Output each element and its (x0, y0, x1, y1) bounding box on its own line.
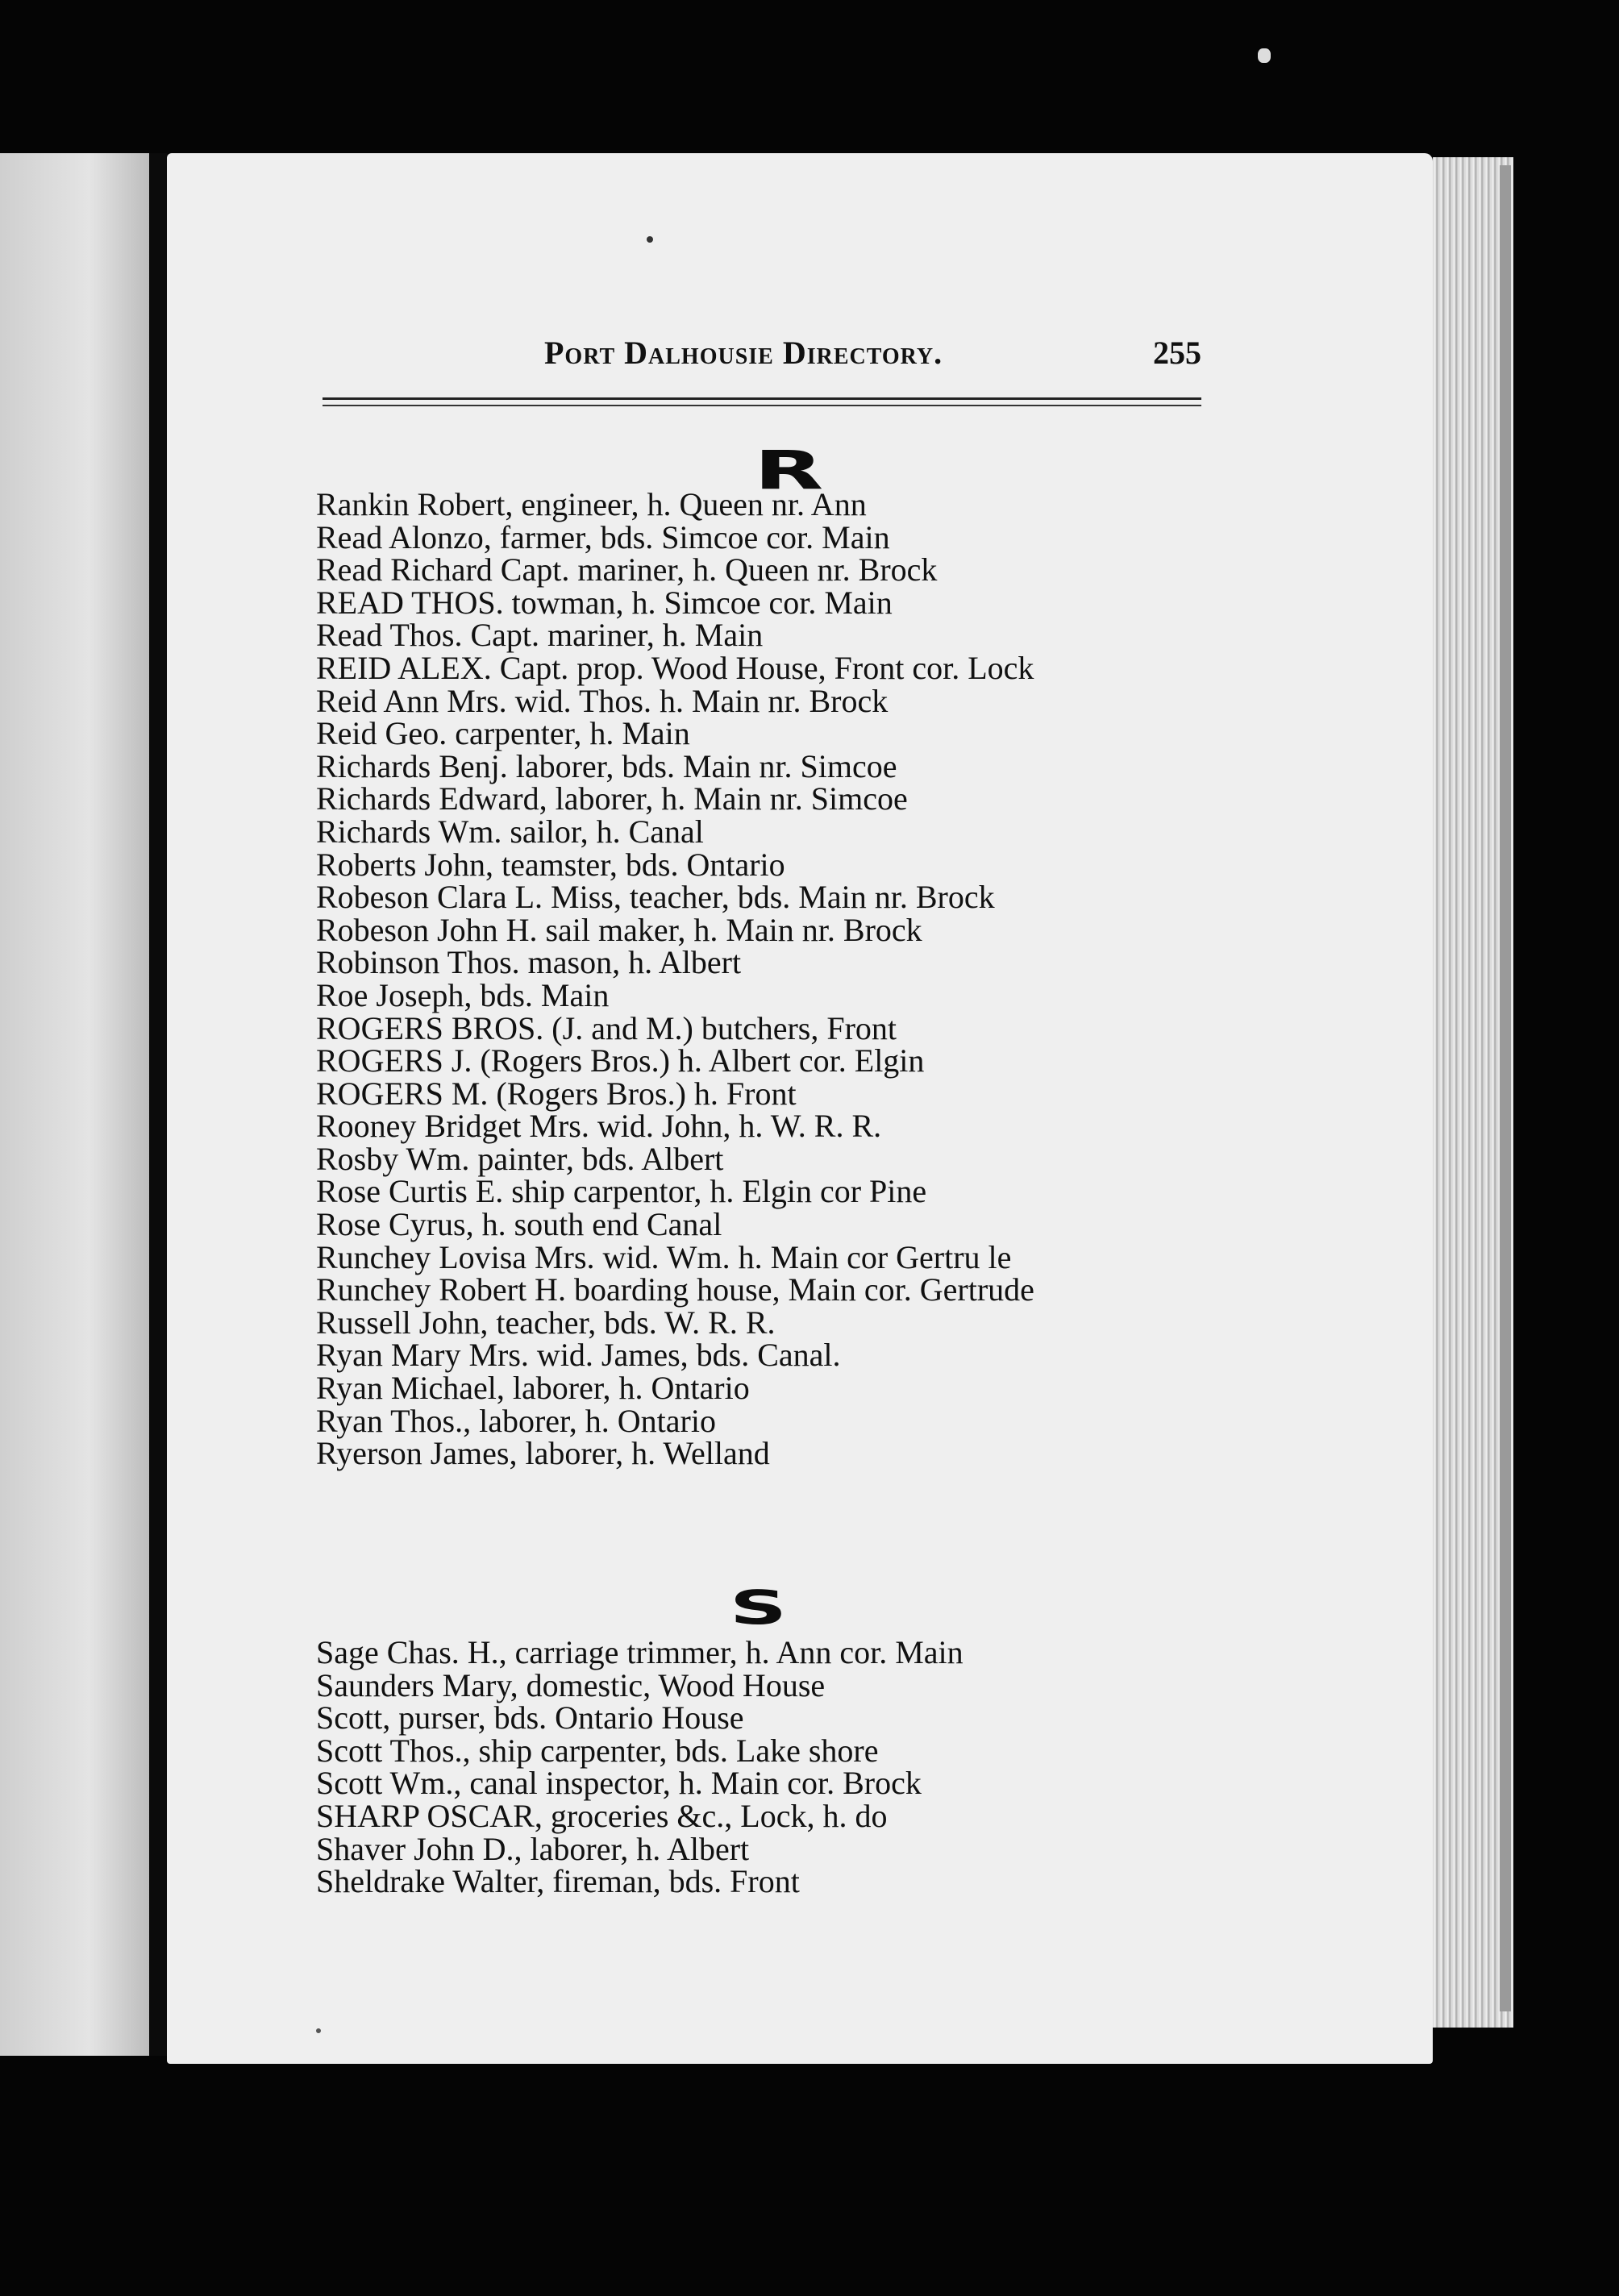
directory-entry: Rose Cyrus, h. south end Canal (316, 1206, 722, 1243)
directory-entry: Sheldrake Walter, fireman, bds. Front (316, 1863, 800, 1900)
directory-entry: READ THOS. towman, h. Simcoe cor. Main (316, 584, 893, 621)
page-stack-shadow (1500, 165, 1511, 2011)
header-rule (323, 397, 1201, 400)
directory-entry: Robeson Clara L. Miss, teacher, bds. Main nr. Brock (316, 879, 995, 916)
directory-entry: Rankin Robert, engineer, h. Queen nr. Ann (316, 486, 867, 522)
ink-dot (647, 236, 653, 243)
directory-entry: ROGERS M. (Rogers Bros.) h. Front (316, 1075, 797, 1112)
running-title: Port Dalhousie Directory. (544, 335, 943, 371)
section-letter: R (754, 439, 824, 501)
directory-entry: Scott Wm., canal inspector, h. Main cor. Brock (316, 1765, 922, 1802)
entry-list (316, 1634, 963, 1900)
directory-entry: Runchey Robert H. boarding house, Main cor. Gertrude (316, 1271, 1034, 1308)
film-speck (1258, 48, 1271, 63)
ink-dot (316, 2028, 321, 2033)
header-rule (323, 405, 1201, 406)
directory-entry: Rosby Wm. painter, bds. Albert (316, 1140, 724, 1177)
directory-entry: Ryan Michael, laborer, h. Ontario (316, 1370, 750, 1407)
directory-entry: Read Richard Capt. mariner, h. Queen nr. Brock (316, 551, 938, 589)
directory-entry: Reid Geo. carpenter, h. Main (316, 715, 690, 752)
directory-entry: Ryerson James, laborer, h. Welland (316, 1435, 770, 1472)
directory-entry: Scott, purser, bds. Ontario House (316, 1699, 744, 1737)
directory-entry: Rose Curtis E. ship carpentor, h. Elgin cor Pine (316, 1173, 927, 1210)
facing-page-edge (0, 153, 149, 2056)
directory-entry: Sage Chas. H., carriage trimmer, h. Ann cor. Main (316, 1634, 963, 1670)
directory-entry: Ryan Mary Mrs. wid. James, bds. Canal. (316, 1337, 841, 1374)
directory-entry: ROGERS J. (Rogers Bros.) h. Albert cor. Elgin (316, 1042, 925, 1079)
directory-entry: Saunders Mary, domestic, Wood House (316, 1666, 826, 1703)
directory-entry: Richards Benj. laborer, bds. Main nr. Simcoe (316, 747, 897, 784)
directory-entry: Ryan Thos., laborer, h. Ontario (316, 1402, 716, 1439)
directory-entry: Richards Edward, laborer, h. Main nr. Simcoe (316, 780, 908, 817)
page-number: 255 (1153, 335, 1201, 371)
page-header (323, 334, 1201, 382)
directory-entry: Richards Wm. sailor, h. Canal (316, 813, 704, 850)
directory-entry: Robinson Thos. mason, h. Albert (316, 944, 742, 981)
directory-entry: Shaver John D., laborer, h. Albert (316, 1830, 750, 1867)
book-gutter (149, 153, 167, 2056)
directory-entry: ROGERS BROS. (J. and M.) butchers, Front (316, 1009, 897, 1046)
directory-entry: Read Thos. Capt. mariner, h. Main (316, 617, 764, 654)
directory-entry: Reid Ann Mrs. wid. Thos. h. Main nr. Brock (316, 682, 889, 719)
directory-entry: Read Alonzo, farmer, bds. Simcoe cor. Main (316, 518, 890, 555)
directory-entry: Robeson John H. sail maker, h. Main nr. Brock (316, 911, 922, 948)
directory-entry: SHARP OSCAR, groceries &c., Lock, h. do (316, 1797, 888, 1834)
directory-entry: Scott Thos., ship carpenter, bds. Lake shore (316, 1732, 879, 1769)
directory-entry: Runchey Lovisa Mrs. wid. Wm. h. Main cor Gertru le (316, 1238, 1012, 1275)
directory-entry: Roe Joseph, bds. Main (316, 976, 610, 1013)
directory-entry: Rooney Bridget Mrs. wid. John, h. W. R. R. (316, 1108, 882, 1145)
directory-entry: Roberts John, teamster, bds. Ontario (316, 846, 785, 883)
entry-list (316, 486, 1034, 1472)
directory-entry: Russell John, teacher, bds. W. R. R. (316, 1304, 776, 1341)
section-letter: S (730, 1580, 788, 1635)
directory-entry: REID ALEX. Capt. prop. Wood House, Front cor. Lock (316, 649, 1034, 686)
